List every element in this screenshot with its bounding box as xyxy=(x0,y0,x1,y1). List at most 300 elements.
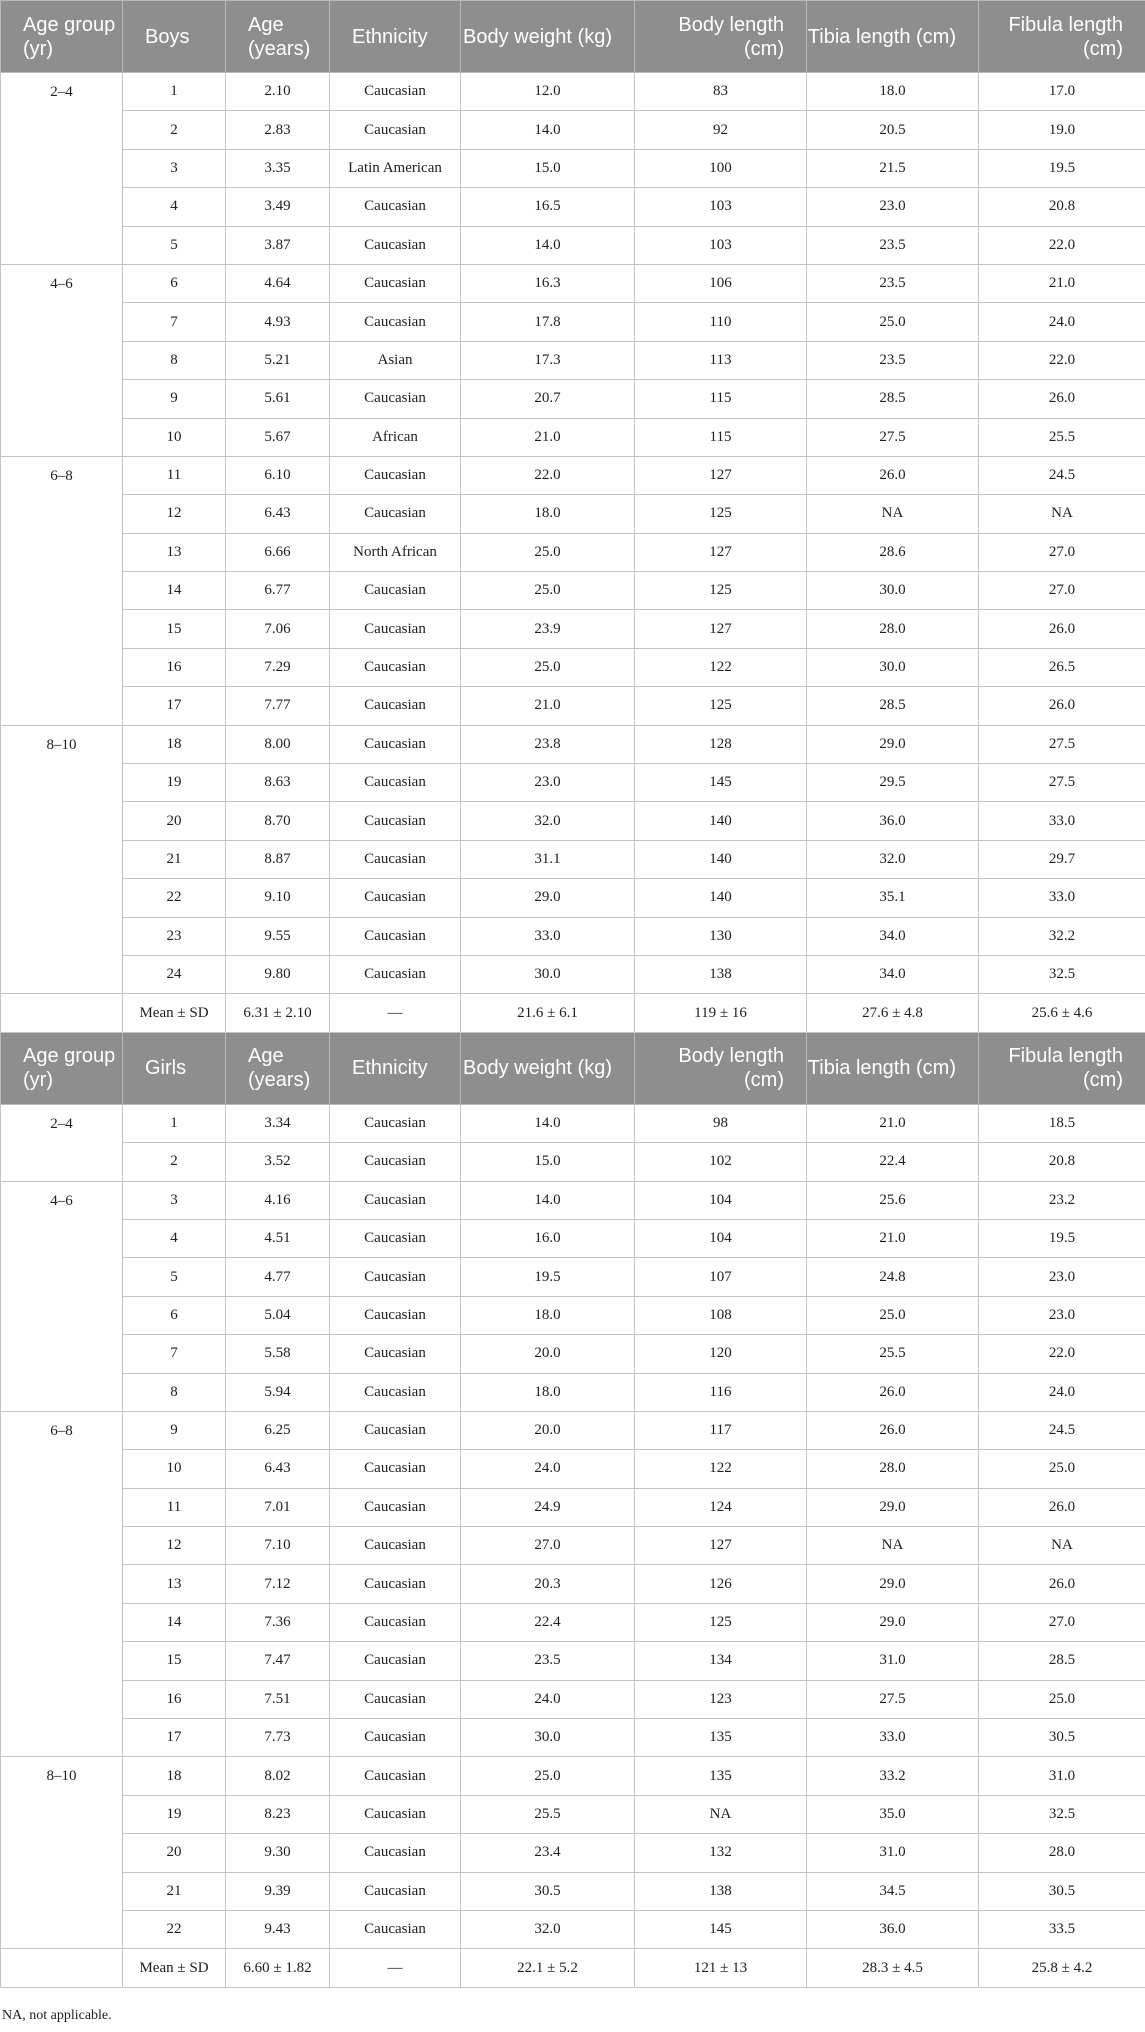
age-group-cell: 8–10 xyxy=(1,725,123,994)
ethnicity-cell: Caucasian xyxy=(330,1143,461,1181)
age-cell: 6.77 xyxy=(226,572,330,610)
column-header-subject: Boys xyxy=(123,1,226,73)
body-length-cell: 98 xyxy=(635,1104,807,1142)
ethnicity-cell: North African xyxy=(330,533,461,571)
age-cell: 8.63 xyxy=(226,764,330,802)
table-row xyxy=(1,1603,1145,1641)
fibula-length-cell: 33.0 xyxy=(979,802,1145,840)
table-footnote: NA, not applicable. xyxy=(2,2008,112,2023)
age-group-cell: 4–6 xyxy=(1,264,123,456)
age-cell: 6.25 xyxy=(226,1411,330,1449)
subject-cell: 13 xyxy=(123,1565,226,1603)
subject-cell: 17 xyxy=(123,1719,226,1757)
age-cell: 9.30 xyxy=(226,1834,330,1872)
fibula-length-cell: 20.8 xyxy=(979,188,1145,226)
tibia-length-cell: 29.0 xyxy=(807,1565,979,1603)
fibula-length-cell: 19.5 xyxy=(979,1219,1145,1257)
tibia-length-cell: NA xyxy=(807,495,979,533)
age-cell: 8.87 xyxy=(226,840,330,878)
fibula-length-cell: 24.5 xyxy=(979,456,1145,494)
subject-cell: 20 xyxy=(123,1834,226,1872)
fibula-length-cell: 30.5 xyxy=(979,1719,1145,1757)
table-row xyxy=(1,879,1145,917)
body-weight-cell: 31.1 xyxy=(461,840,635,878)
body-length-cell: 83 xyxy=(635,73,807,111)
body-weight-cell: 22.4 xyxy=(461,1603,635,1641)
age-cell: 5.67 xyxy=(226,418,330,456)
tibia-length-cell: 22.4 xyxy=(807,1143,979,1181)
subject-cell: 21 xyxy=(123,1872,226,1910)
body-weight-cell: 23.0 xyxy=(461,764,635,802)
age-cell: 4.51 xyxy=(226,1219,330,1257)
ethnicity-cell: Caucasian xyxy=(330,1834,461,1872)
tibia-length-cell: 33.2 xyxy=(807,1757,979,1795)
ethnicity-cell: Caucasian xyxy=(330,1219,461,1257)
subject-cell: 6 xyxy=(123,1296,226,1334)
column-header-ethnicity: Ethnicity xyxy=(330,1,461,73)
age-cell: 5.61 xyxy=(226,380,330,418)
age-cell: 8.23 xyxy=(226,1795,330,1833)
age-cell: 6.10 xyxy=(226,456,330,494)
fibula-length-cell: NA xyxy=(979,495,1145,533)
ethnicity-cell: Caucasian xyxy=(330,610,461,648)
subject-cell: 5 xyxy=(123,1258,226,1296)
ethnicity-cell: Caucasian xyxy=(330,188,461,226)
body-weight-cell: 14.0 xyxy=(461,1181,635,1219)
table-row xyxy=(1,1450,1145,1488)
age-cell: 6.43 xyxy=(226,1450,330,1488)
table-row xyxy=(1,380,1145,418)
ethnicity-cell: Caucasian xyxy=(330,725,461,763)
ethnicity-cell: Caucasian xyxy=(330,687,461,725)
table-row xyxy=(1,1795,1145,1833)
tibia-length-cell: 30.0 xyxy=(807,572,979,610)
subject-cell: 3 xyxy=(123,149,226,187)
column-header-tibia-length: Tibia length (cm) xyxy=(807,1032,979,1104)
subject-cell: 22 xyxy=(123,1910,226,1948)
age-cell: 2.83 xyxy=(226,111,330,149)
subject-cell: 15 xyxy=(123,610,226,648)
column-header-age: Age (years) xyxy=(226,1032,330,1104)
body-weight-cell: 21.0 xyxy=(461,418,635,456)
table-row xyxy=(1,1488,1145,1526)
age-cell: 3.35 xyxy=(226,149,330,187)
fibula-length-cell: 27.0 xyxy=(979,1603,1145,1641)
subject-cell: 7 xyxy=(123,1335,226,1373)
tibia-length-cell: 34.5 xyxy=(807,1872,979,1910)
age-cell: 7.01 xyxy=(226,1488,330,1526)
summary-age-cell: 6.60 ± 1.82 xyxy=(226,1949,330,1987)
table-row xyxy=(1,188,1145,226)
subject-cell: 23 xyxy=(123,917,226,955)
body-length-cell: 122 xyxy=(635,1450,807,1488)
body-length-cell: 102 xyxy=(635,1143,807,1181)
age-group-cell: 6–8 xyxy=(1,456,123,725)
age-cell: 3.49 xyxy=(226,188,330,226)
column-header-age-group: Age group (yr) xyxy=(1,1,123,73)
empty-cell xyxy=(1,994,123,1032)
body-weight-cell: 25.0 xyxy=(461,648,635,686)
fibula-length-cell: 22.0 xyxy=(979,341,1145,379)
age-group-cell: 4–6 xyxy=(1,1181,123,1411)
body-length-cell: 110 xyxy=(635,303,807,341)
body-weight-cell: 14.0 xyxy=(461,1104,635,1142)
subject-cell: 10 xyxy=(123,1450,226,1488)
fibula-length-cell: 22.0 xyxy=(979,1335,1145,1373)
body-weight-cell: 16.5 xyxy=(461,188,635,226)
body-weight-cell: 32.0 xyxy=(461,802,635,840)
tibia-length-cell: 33.0 xyxy=(807,1719,979,1757)
table-row xyxy=(1,73,1145,111)
body-weight-cell: 25.0 xyxy=(461,1757,635,1795)
summary-fibula-length-cell: 25.8 ± 4.2 xyxy=(979,1949,1145,1987)
fibula-length-cell: 23.0 xyxy=(979,1296,1145,1334)
column-header-body-length: Body length (cm) xyxy=(635,1032,807,1104)
ethnicity-cell: Caucasian xyxy=(330,648,461,686)
body-length-cell: 107 xyxy=(635,1258,807,1296)
ethnicity-cell: Caucasian xyxy=(330,1335,461,1373)
ethnicity-cell: Latin American xyxy=(330,149,461,187)
body-weight-cell: 25.5 xyxy=(461,1795,635,1833)
ethnicity-cell: Caucasian xyxy=(330,1795,461,1833)
age-cell: 7.73 xyxy=(226,1719,330,1757)
body-length-cell: 115 xyxy=(635,380,807,418)
body-weight-cell: 30.5 xyxy=(461,1872,635,1910)
tibia-length-cell: 36.0 xyxy=(807,802,979,840)
tibia-length-cell: 26.0 xyxy=(807,1373,979,1411)
age-cell: 7.51 xyxy=(226,1680,330,1718)
table-row xyxy=(1,1910,1145,1948)
fibula-length-cell: 23.0 xyxy=(979,1258,1145,1296)
fibula-length-cell: 32.2 xyxy=(979,917,1145,955)
ethnicity-cell: Caucasian xyxy=(330,917,461,955)
column-header-body-weight: Body weight (kg) xyxy=(461,1032,635,1104)
body-weight-cell: 17.3 xyxy=(461,341,635,379)
fibula-length-cell: 31.0 xyxy=(979,1757,1145,1795)
body-weight-cell: 14.0 xyxy=(461,226,635,264)
age-cell: 9.43 xyxy=(226,1910,330,1948)
subject-cell: 18 xyxy=(123,725,226,763)
body-weight-cell: 15.0 xyxy=(461,1143,635,1181)
body-length-cell: 115 xyxy=(635,418,807,456)
summary-body-weight-cell: 22.1 ± 5.2 xyxy=(461,1949,635,1987)
body-weight-cell: 25.0 xyxy=(461,533,635,571)
fibula-length-cell: 25.0 xyxy=(979,1450,1145,1488)
body-length-cell: 145 xyxy=(635,764,807,802)
tibia-length-cell: 32.0 xyxy=(807,840,979,878)
tibia-length-cell: 36.0 xyxy=(807,1910,979,1948)
table-row xyxy=(1,610,1145,648)
tibia-length-cell: 25.0 xyxy=(807,303,979,341)
subject-cell: 19 xyxy=(123,764,226,802)
summary-age-cell: 6.31 ± 2.10 xyxy=(226,994,330,1032)
ethnicity-cell: Caucasian xyxy=(330,840,461,878)
tibia-length-cell: 23.0 xyxy=(807,188,979,226)
body-weight-cell: 12.0 xyxy=(461,73,635,111)
tibia-length-cell: 27.5 xyxy=(807,418,979,456)
body-length-cell: 123 xyxy=(635,1680,807,1718)
table-row xyxy=(1,303,1145,341)
ethnicity-cell: Caucasian xyxy=(330,73,461,111)
tibia-length-cell: 28.6 xyxy=(807,533,979,571)
fibula-length-cell: 26.0 xyxy=(979,1488,1145,1526)
ethnicity-cell: Caucasian xyxy=(330,879,461,917)
age-cell: 7.29 xyxy=(226,648,330,686)
summary-subject-cell: Mean ± SD xyxy=(123,1949,226,1987)
body-length-cell: 127 xyxy=(635,1527,807,1565)
body-weight-cell: 14.0 xyxy=(461,111,635,149)
subject-cell: 7 xyxy=(123,303,226,341)
body-weight-cell: 23.9 xyxy=(461,610,635,648)
summary-tibia-length-cell: 28.3 ± 4.5 xyxy=(807,1949,979,1987)
column-header-fibula-length: Fibula length (cm) xyxy=(979,1,1145,73)
body-length-cell: 135 xyxy=(635,1719,807,1757)
tibia-length-cell: 31.0 xyxy=(807,1642,979,1680)
body-weight-cell: 17.8 xyxy=(461,303,635,341)
summary-ethnicity-cell: — xyxy=(330,1949,461,1987)
body-length-cell: 140 xyxy=(635,879,807,917)
age-cell: 4.77 xyxy=(226,1258,330,1296)
ethnicity-cell: Caucasian xyxy=(330,1757,461,1795)
body-length-cell: 145 xyxy=(635,1910,807,1948)
tibia-length-cell: 28.5 xyxy=(807,380,979,418)
ethnicity-cell: Asian xyxy=(330,341,461,379)
subject-cell: 21 xyxy=(123,840,226,878)
subject-cell: 18 xyxy=(123,1757,226,1795)
table-row xyxy=(1,1335,1145,1373)
ethnicity-cell: Caucasian xyxy=(330,303,461,341)
body-weight-cell: 24.0 xyxy=(461,1450,635,1488)
fibula-length-cell: 17.0 xyxy=(979,73,1145,111)
ethnicity-cell: Caucasian xyxy=(330,1603,461,1641)
table-row xyxy=(1,264,1145,302)
age-cell: 8.02 xyxy=(226,1757,330,1795)
subject-cell: 9 xyxy=(123,380,226,418)
age-cell: 7.36 xyxy=(226,1603,330,1641)
body-weight-cell: 24.9 xyxy=(461,1488,635,1526)
body-length-cell: 120 xyxy=(635,1335,807,1373)
tibia-length-cell: 27.5 xyxy=(807,1680,979,1718)
body-length-cell: 113 xyxy=(635,341,807,379)
fibula-length-cell: 24.0 xyxy=(979,303,1145,341)
age-cell: 5.04 xyxy=(226,1296,330,1334)
body-weight-cell: 24.0 xyxy=(461,1680,635,1718)
body-length-cell: 126 xyxy=(635,1565,807,1603)
body-length-cell: 128 xyxy=(635,725,807,763)
table-row xyxy=(1,1411,1145,1449)
age-cell: 4.64 xyxy=(226,264,330,302)
body-weight-cell: 23.8 xyxy=(461,725,635,763)
column-header-age-group: Age group (yr) xyxy=(1,1032,123,1104)
subject-cell: 16 xyxy=(123,1680,226,1718)
table-row xyxy=(1,495,1145,533)
tibia-length-cell: 29.5 xyxy=(807,764,979,802)
table-row xyxy=(1,1296,1145,1334)
subject-cell: 1 xyxy=(123,73,226,111)
age-cell: 5.21 xyxy=(226,341,330,379)
body-length-cell: 124 xyxy=(635,1488,807,1526)
fibula-length-cell: 23.2 xyxy=(979,1181,1145,1219)
age-cell: 9.55 xyxy=(226,917,330,955)
subject-cell: 6 xyxy=(123,264,226,302)
body-length-cell: 135 xyxy=(635,1757,807,1795)
body-length-cell: 127 xyxy=(635,610,807,648)
ethnicity-cell: Caucasian xyxy=(330,1450,461,1488)
ethnicity-cell: Caucasian xyxy=(330,572,461,610)
age-cell: 9.39 xyxy=(226,1872,330,1910)
tibia-length-cell: 26.0 xyxy=(807,456,979,494)
ethnicity-cell: Caucasian xyxy=(330,1719,461,1757)
subject-cell: 14 xyxy=(123,1603,226,1641)
fibula-length-cell: NA xyxy=(979,1527,1145,1565)
age-group-cell: 2–4 xyxy=(1,73,123,265)
tibia-length-cell: 26.0 xyxy=(807,1411,979,1449)
body-weight-cell: 22.0 xyxy=(461,456,635,494)
tibia-length-cell: 23.5 xyxy=(807,341,979,379)
tibia-length-cell: 35.1 xyxy=(807,879,979,917)
subject-cell: 19 xyxy=(123,1795,226,1833)
fibula-length-cell: 26.0 xyxy=(979,610,1145,648)
tibia-length-cell: 31.0 xyxy=(807,1834,979,1872)
table-row xyxy=(1,341,1145,379)
body-length-cell: 92 xyxy=(635,111,807,149)
subject-cell: 9 xyxy=(123,1411,226,1449)
table-row xyxy=(1,111,1145,149)
tibia-length-cell: 25.0 xyxy=(807,1296,979,1334)
fibula-length-cell: 22.0 xyxy=(979,226,1145,264)
subject-cell: 15 xyxy=(123,1642,226,1680)
fibula-length-cell: 30.5 xyxy=(979,1872,1145,1910)
ethnicity-cell: Caucasian xyxy=(330,456,461,494)
fibula-length-cell: 24.0 xyxy=(979,1373,1145,1411)
tibia-length-cell: 35.0 xyxy=(807,1795,979,1833)
fibula-length-cell: 24.5 xyxy=(979,1411,1145,1449)
table-row xyxy=(1,1565,1145,1603)
boys-summary-row xyxy=(1,994,1145,1032)
girls-header-row xyxy=(1,1032,1145,1104)
ethnicity-cell: Caucasian xyxy=(330,380,461,418)
table-row xyxy=(1,917,1145,955)
ethnicity-cell: Caucasian xyxy=(330,264,461,302)
body-length-cell: 127 xyxy=(635,533,807,571)
age-cell: 4.93 xyxy=(226,303,330,341)
ethnicity-cell: Caucasian xyxy=(330,1565,461,1603)
table-row xyxy=(1,1872,1145,1910)
table-row xyxy=(1,687,1145,725)
tibia-length-cell: NA xyxy=(807,1527,979,1565)
body-weight-cell: 15.0 xyxy=(461,149,635,187)
body-weight-cell: 25.0 xyxy=(461,572,635,610)
summary-fibula-length-cell: 25.6 ± 4.6 xyxy=(979,994,1145,1032)
body-length-cell: 103 xyxy=(635,188,807,226)
subject-cell: 5 xyxy=(123,226,226,264)
column-header-body-length: Body length (cm) xyxy=(635,1,807,73)
body-length-cell: 106 xyxy=(635,264,807,302)
tibia-length-cell: 21.5 xyxy=(807,149,979,187)
fibula-length-cell: 28.5 xyxy=(979,1642,1145,1680)
table-row xyxy=(1,149,1145,187)
ethnicity-cell: Caucasian xyxy=(330,764,461,802)
body-length-cell: 140 xyxy=(635,802,807,840)
tibia-length-cell: 18.0 xyxy=(807,73,979,111)
tibia-length-cell: 21.0 xyxy=(807,1104,979,1142)
subject-cell: 2 xyxy=(123,111,226,149)
table-row xyxy=(1,955,1145,993)
tibia-length-cell: 20.5 xyxy=(807,111,979,149)
ethnicity-cell: Caucasian xyxy=(330,1258,461,1296)
subject-cell: 22 xyxy=(123,879,226,917)
body-length-cell: 125 xyxy=(635,495,807,533)
subject-cell: 1 xyxy=(123,1104,226,1142)
tibia-length-cell: 28.0 xyxy=(807,610,979,648)
age-cell: 3.87 xyxy=(226,226,330,264)
table-row xyxy=(1,1642,1145,1680)
body-length-cell: 116 xyxy=(635,1373,807,1411)
table-row xyxy=(1,533,1145,571)
fibula-length-cell: 25.5 xyxy=(979,418,1145,456)
body-weight-cell: 29.0 xyxy=(461,879,635,917)
subject-cell: 16 xyxy=(123,648,226,686)
subject-cell: 8 xyxy=(123,341,226,379)
ethnicity-cell: Caucasian xyxy=(330,955,461,993)
tibia-length-cell: 25.6 xyxy=(807,1181,979,1219)
subject-cell: 3 xyxy=(123,1181,226,1219)
table-row xyxy=(1,1181,1145,1219)
subject-cell: 4 xyxy=(123,1219,226,1257)
fibula-length-cell: 25.0 xyxy=(979,1680,1145,1718)
table-row xyxy=(1,456,1145,494)
table-row xyxy=(1,1527,1145,1565)
subject-cell: 24 xyxy=(123,955,226,993)
tibia-length-cell: 29.0 xyxy=(807,1603,979,1641)
summary-subject-cell: Mean ± SD xyxy=(123,994,226,1032)
fibula-length-cell: 27.0 xyxy=(979,533,1145,571)
body-length-cell: 100 xyxy=(635,149,807,187)
table-row xyxy=(1,648,1145,686)
ethnicity-cell: Caucasian xyxy=(330,495,461,533)
fibula-length-cell: 26.0 xyxy=(979,687,1145,725)
fibula-length-cell: 27.5 xyxy=(979,725,1145,763)
body-weight-cell: 18.0 xyxy=(461,495,635,533)
table-row xyxy=(1,725,1145,763)
fibula-length-cell: 20.8 xyxy=(979,1143,1145,1181)
fibula-length-cell: 26.5 xyxy=(979,648,1145,686)
subject-cell: 12 xyxy=(123,1527,226,1565)
body-length-cell: 134 xyxy=(635,1642,807,1680)
age-cell: 6.43 xyxy=(226,495,330,533)
body-length-cell: 132 xyxy=(635,1834,807,1872)
ethnicity-cell: Caucasian xyxy=(330,111,461,149)
table-row xyxy=(1,1373,1145,1411)
fibula-length-cell: 19.0 xyxy=(979,111,1145,149)
body-length-cell: 138 xyxy=(635,1872,807,1910)
age-cell: 7.77 xyxy=(226,687,330,725)
age-cell: 4.16 xyxy=(226,1181,330,1219)
subject-cell: 12 xyxy=(123,495,226,533)
age-cell: 5.58 xyxy=(226,1335,330,1373)
body-length-cell: 122 xyxy=(635,648,807,686)
tibia-length-cell: 29.0 xyxy=(807,725,979,763)
ethnicity-cell: Caucasian xyxy=(330,1527,461,1565)
tibia-length-cell: 21.0 xyxy=(807,1219,979,1257)
fibula-length-cell: 26.0 xyxy=(979,1565,1145,1603)
ethnicity-cell: Caucasian xyxy=(330,1872,461,1910)
tibia-length-cell: 30.0 xyxy=(807,648,979,686)
age-cell: 2.10 xyxy=(226,73,330,111)
age-cell: 3.34 xyxy=(226,1104,330,1142)
tibia-length-cell: 23.5 xyxy=(807,264,979,302)
body-length-cell: 104 xyxy=(635,1181,807,1219)
